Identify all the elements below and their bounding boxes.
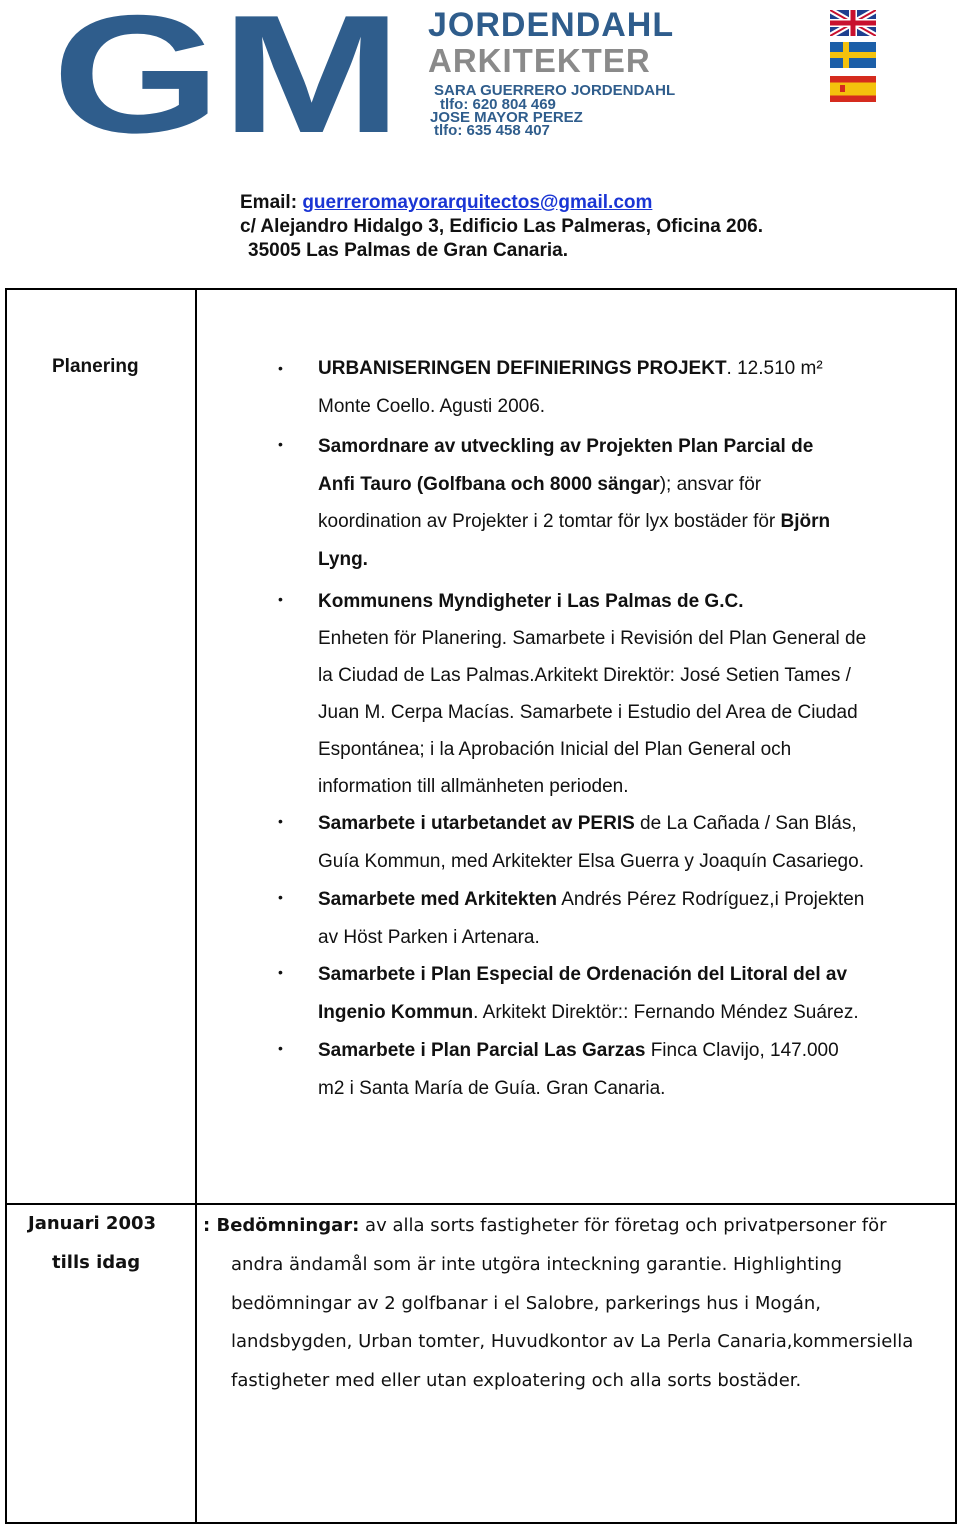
contact-name-1: SARA GUERRERO JORDENDAHL [434, 82, 676, 99]
list-item: Samarbete med Arkitekten Andrés Pérez Rodríguez,i Projekten av Höst Parken i Artenara. [318, 889, 865, 948]
bullet-icon: • [278, 964, 283, 980]
uk-flag-icon[interactable] [830, 10, 876, 36]
city-address: 35005 Las Palmas de Gran Canaria. [248, 240, 569, 261]
list-item: Samordnare av utveckling av Projekten Plan Parcial de Anfi Tauro (Golfbana och 8000 sängar); ansvar för koordination av Projekter i 2 tomtar för lyx bostäder för Björn Lyng. [318, 436, 831, 570]
email-link[interactable]: guerreromayorarquitectos@gmail.com [302, 192, 653, 213]
contact-name-2: JOSE MAYOR PEREZ [430, 109, 583, 126]
bullet-icon: • [278, 889, 283, 905]
firm-name-secondary: ARKITEKTER [428, 42, 651, 79]
firm-name-primary: JORDENDAHL [428, 6, 675, 44]
section-label-date-1: Januari 2003 [28, 1213, 157, 1234]
company-logo [52, 4, 402, 140]
table-row-divider [5, 1203, 956, 1205]
email-label: Email: [240, 192, 303, 213]
contact-phone-1: tlfo: 620 804 469 [440, 96, 556, 113]
table-column-divider [195, 288, 197, 1524]
list-item: Samarbete i utarbetandet av PERIS de La Cañada / San Blás, Guía Kommun, med Arkitekter Elsa Guerra y Joaquín Casariego. [318, 813, 864, 872]
contact-phone-2: tlfo: 635 458 407 [434, 122, 550, 139]
bullet-icon: • [278, 591, 283, 607]
table-right-border [955, 288, 957, 1524]
table-top-border [5, 288, 956, 290]
assessment-paragraph: : Bedömningar: av alla sorts fastigheter för företag och privatpersoner för andra ändamål som är inte utgöra inteckning garantie. Highlighting bedömningar av 2 golfbanar i el Salobre, parkerings hus i Mogán, landsbygden, Urban tomter, Huvudkontor av La Perla Canaria,kommersiella fastigheter med eller utan exploatering och alla sorts bostäder. [203, 1215, 914, 1392]
bullet-icon: • [278, 436, 283, 452]
sweden-flag-icon[interactable] [830, 42, 876, 68]
svg-text:GM: GM [52, 4, 402, 140]
spain-flag-icon[interactable] [830, 76, 876, 102]
list-item: URBANISERINGEN DEFINIERINGS PROJEKT. 12.510 m² Monte Coello. Agusti 2006. [318, 358, 823, 417]
table-bottom-border [5, 1522, 956, 1524]
list-item: Kommunens Myndigheter i Las Palmas de G.C. Enheten för Planering. Samarbete i Revisión del Plan General de la Ciudad de Las Palmas.Arkitekt Direktör: José Setien Tames / Juan M. Cerpa Macías. Samarbete i Estudio del Area de Ciudad Espontánea; i la Aprobación Inicial del Plan General och information till allmänheten perioden. [318, 591, 867, 797]
email-line [240, 191, 652, 215]
list-item: Samarbete i Plan Especial de Ordenación del Litoral del av Ingenio Kommun. Arkitekt Direktör:: Fernando Méndez Suárez. [318, 964, 859, 1023]
section-label-planering: Planering [52, 356, 139, 377]
street-address: c/ Alejandro Hidalgo 3, Edificio Las Palmeras, Oficina 206. [240, 216, 764, 237]
table-left-border [5, 288, 7, 1524]
bullet-icon: • [278, 813, 283, 829]
section-label-date-2: tills idag [52, 1252, 141, 1273]
bullet-icon: • [278, 1040, 283, 1056]
bullet-icon: • [278, 360, 283, 376]
list-item: Samarbete i Plan Parcial Las Garzas Finca Clavijo, 147.000 m2 i Santa María de Guía. Gran Canaria. [318, 1040, 839, 1099]
